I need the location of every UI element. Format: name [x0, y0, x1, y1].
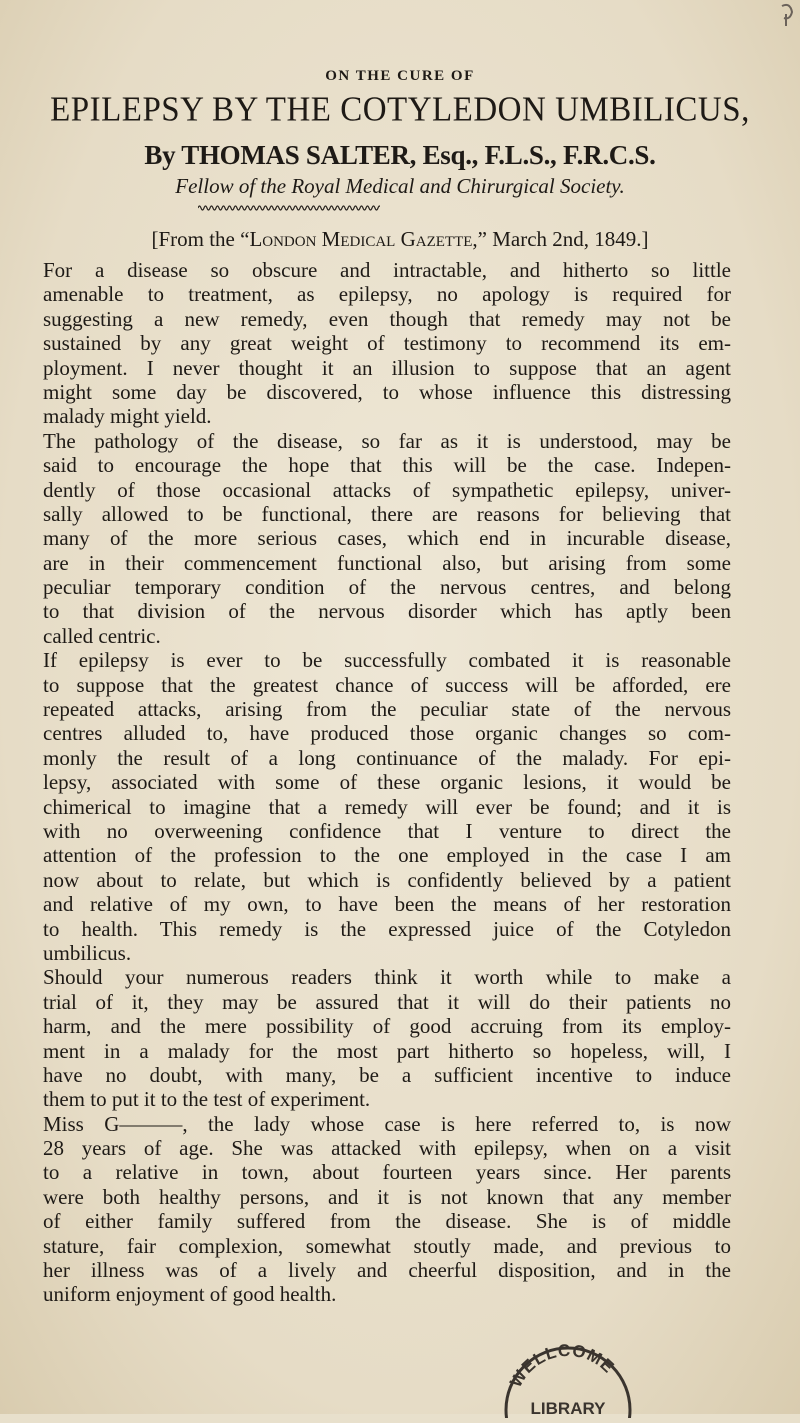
text-line: many of the more serious cases, which end in incurable disease, [43, 526, 731, 551]
text-line: with no overweening confidence that I venture to direct the [43, 818, 731, 843]
page-title: EPILEPSY BY THE COTYLEDON UMBILICUS, [50, 91, 750, 129]
text-line: ployment. I never thought it an illusion to suppose that an agent [43, 355, 731, 380]
source-suffix: ” March 2nd, 1849.] [477, 227, 649, 251]
text-line: malady might yield. [43, 404, 212, 429]
text-line: to suppose that the greatest chance of success will be afforded, ere [43, 672, 731, 697]
text-line: to that division of the nervous disorder which has aptly been [43, 599, 731, 624]
text-line: were both healthy persons, and it is not known that any member [43, 1184, 731, 1209]
text-line: attention of the profession to the one employed in the case I am [43, 843, 731, 868]
wavy-divider [198, 204, 380, 212]
text-line: centres alluded to, have produced those organic changes so com- [43, 721, 731, 746]
svg-text:LIBRARY: LIBRARY [530, 1399, 606, 1418]
source-prefix: [From the “ [151, 227, 250, 251]
text-line: 28 years of age. She was attacked with epilepsy, when on a visit [43, 1136, 731, 1161]
text-line: of either family suffered from the disease. She is of middle [43, 1209, 731, 1234]
text-line: are in their commencement functional also, but arising from some [43, 550, 731, 575]
text-line: Miss G———, the lady whose case is here referred to, is now [43, 1111, 731, 1136]
wellcome-library-stamp [488, 1328, 648, 1423]
text-line: uniform enjoyment of good health. [43, 1282, 337, 1307]
text-line: to health. This remedy is the expressed juice of the Cotyledon [43, 916, 731, 941]
text-line: might some day be discovered, to whose influence this distressing [43, 379, 731, 404]
text-line: now about to relate, but which is confidently believed by a patient [43, 867, 731, 892]
text-line: them to put it to the test of experiment. [43, 1087, 371, 1112]
text-line: monly the result of a long continuance of the malady. For epi- [43, 745, 731, 770]
text-line: Should your numerous readers think it worth while to make a [43, 965, 731, 990]
text-line: said to encourage the hope that this will be the case. Indepen- [43, 453, 731, 478]
source-journal: London Medical Gazette, [249, 227, 478, 251]
article-body [43, 258, 731, 1307]
text-line: to a relative in town, about fourteen years since. Her parents [43, 1160, 731, 1185]
corner-stamp-mark [776, 0, 796, 35]
text-line: have no doubt, with many, be a sufficient incentive to induce [43, 1062, 731, 1087]
text-line: For a disease so obscure and intractable, and hitherto so little [43, 258, 731, 282]
text-line: peculiar temporary condition of the nervous centres, and belong [43, 575, 731, 600]
text-line: stature, fair complexion, somewhat stoutly made, and previous to [43, 1233, 731, 1258]
kicker-heading: ON THE CURE OF [325, 68, 475, 84]
text-line: called centric. [43, 623, 161, 648]
text-line: The pathology of the disease, so far as it is understood, may be [43, 428, 731, 453]
text-line: trial of it, they may be assured that it will do their patients no [43, 989, 731, 1014]
svg-text:WELLCOME: WELLCOME [506, 1340, 619, 1391]
text-line: lepsy, associated with some of these organic lesions, it would be [43, 770, 731, 795]
text-line: repeated attacks, arising from the peculiar state of the nervous [43, 697, 731, 722]
text-line: dently of those occasional attacks of sympathetic epilepsy, univer- [43, 477, 731, 502]
text-line: her illness was of a lively and cheerful disposition, and in the [43, 1258, 731, 1283]
text-line: umbilicus. [43, 940, 132, 965]
text-line: If epilepsy is ever to be successfully combated it is reasonable [43, 648, 731, 673]
text-line: and relative of my own, to have been the means of her restoration [43, 892, 731, 917]
text-line: chimerical to imagine that a remedy will ever be found; and it is [43, 794, 731, 819]
text-line: sustained by any great weight of testimony to recommend its em- [43, 331, 731, 356]
text-line: sally allowed to be functional, there are reasons for believing that [43, 501, 731, 526]
text-line: ment in a malady for the most part hitherto so hopeless, will, I [43, 1038, 731, 1063]
author-affiliation: Fellow of the Royal Medical and Chirurgical Society. [175, 174, 625, 198]
text-line: harm, and the mere possibility of good accruing from its employ- [43, 1014, 731, 1039]
text-line: suggesting a new remedy, even though that remedy may not be [43, 306, 731, 331]
author-byline: By THOMAS SALTER, Esq., F.L.S., F.R.C.S. [144, 140, 656, 170]
source-citation [0, 227, 800, 252]
text-line: amenable to treatment, as epilepsy, no apology is required for [43, 282, 731, 307]
